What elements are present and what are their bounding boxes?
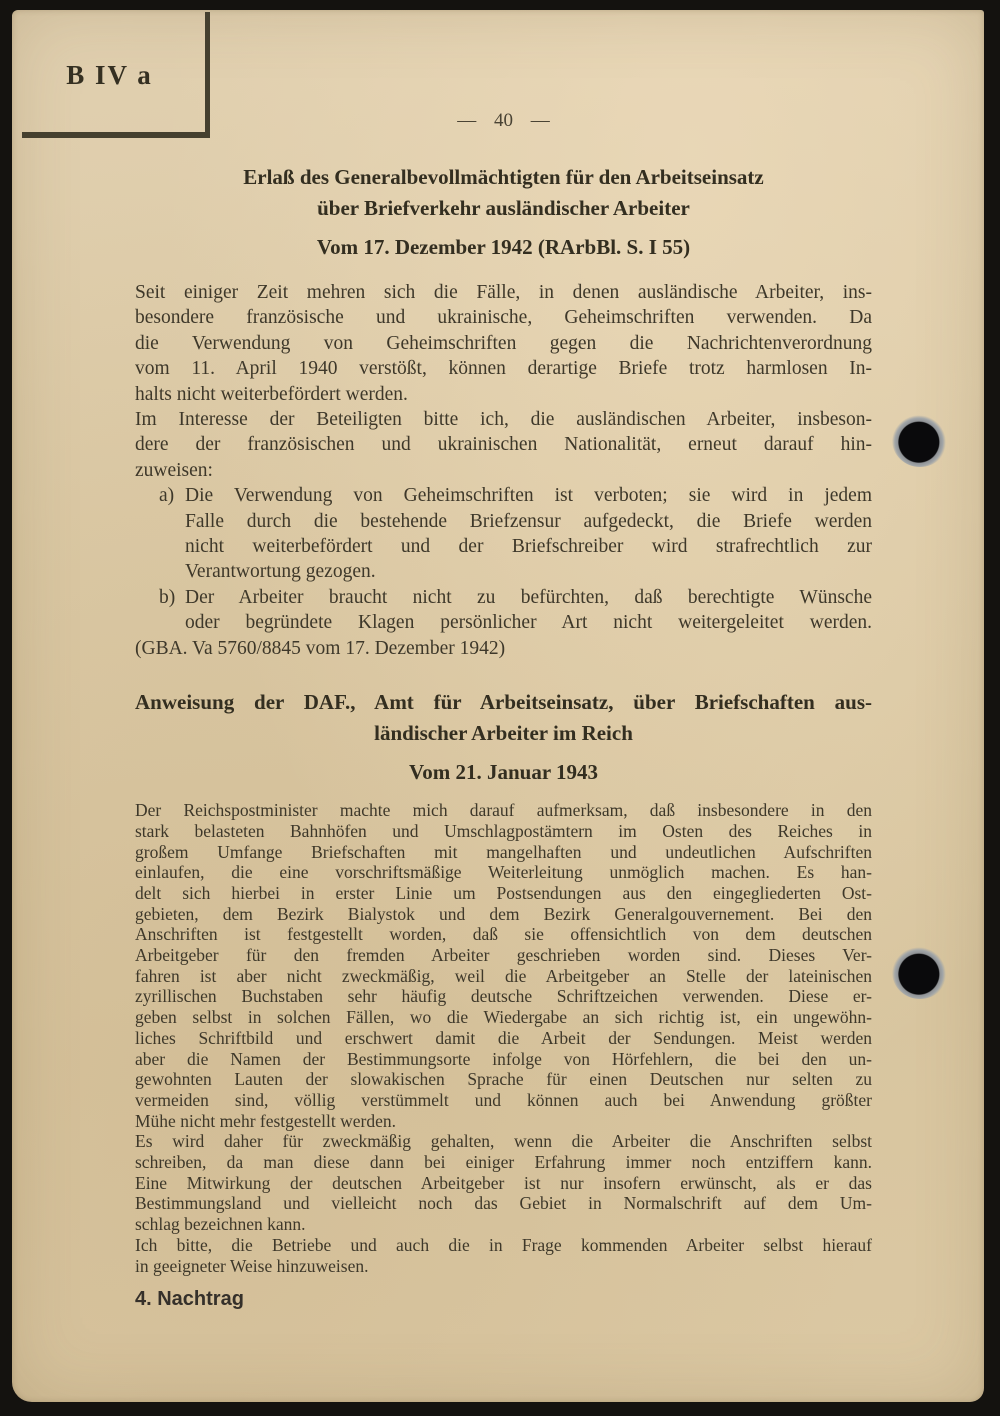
decree1-item-a <box>135 483 872 585</box>
page-content <box>135 162 872 1311</box>
decree1-date-line: Vom 17. Dezember 1942 (RArbBl. S. I 55) <box>316 235 691 259</box>
decree2-date-line: Vom 21. Januar 1943 <box>408 760 599 785</box>
text-line: über Briefverkehr ausländischer Arbeiter <box>317 196 690 220</box>
text-line: zyrillischen Buchstaben sehr häufig deutsche Schriftzeichen verwenden. Diese er- <box>135 986 872 1007</box>
text-line: geben selbst in solchen Fällen, wo die Wiedergabe an sich richtig ist, ein ungewöhn- <box>135 1007 872 1028</box>
decree1-item-b <box>135 585 872 636</box>
punch-hole-top <box>892 413 948 467</box>
text-line: nicht weiterbefördert und der Briefschreiber wird strafrechtlich zur <box>185 536 872 558</box>
text-line: liches Schriftbild und erschwert damit die Arbeit der Sendungen. Meist werden <box>135 1027 872 1048</box>
text-line: Eine Mitwirkung der deutschen Arbeitgeber ist nur insofern erwünscht, als er das <box>135 1172 872 1193</box>
text-line: die Verwendung von Geheimschriften gegen die Nachrichtenverordnung <box>135 332 872 354</box>
text-line: gebieten, dem Bezirk Bialystok und dem Bezirk Generalgouvernement. Bei den <box>135 903 872 924</box>
text-line: Mühe nicht mehr festgestellt werden. <box>135 1110 396 1131</box>
text-line: Es wird daher für zweckmäßig gehalten, wenn die Arbeiter die Anschriften selbst <box>135 1131 872 1152</box>
text-line: einlaufen, die eine vorschriftsmäßige Weiterleitung unmöglich machen. Es han- <box>135 862 872 883</box>
text-line: Verantwortung gezogen. <box>185 561 376 583</box>
text-line: Ich bitte, die Betriebe und auch die in Frage kommenden Arbeiter selbst hierauf <box>135 1234 872 1255</box>
decree1-paragraph-2 <box>135 407 872 483</box>
decree1-item-a-text <box>185 483 872 585</box>
text-line: Im Interesse der Beteiligten bitte ich, die ausländischen Arbeiter, insbeson- <box>135 409 872 431</box>
decree1-item-b-text <box>185 585 872 636</box>
text-line: vermeiden sind, völlig verstümmelt und können auch bei Anwendung größter <box>135 1089 872 1110</box>
text-line: fahren ist aber nicht zweckmäßig, weil die Arbeitgeber an Stelle der lateinischen <box>135 965 872 986</box>
decree2-paragraph-3 <box>135 1235 872 1276</box>
text-line: vom 11. April 1940 verstößt, können derartige Briefe trotz harmlosen In- <box>135 358 872 380</box>
decree1-reference-line: (GBA. Va 5760/8845 vom 17. Dezember 1942) <box>135 637 506 659</box>
text-line: in geeigneter Weise hinzuweisen. <box>135 1255 369 1276</box>
text-line: Der Reichspostminister machte mich darauf aufmerksam, daß insbesondere in den <box>135 800 872 821</box>
text-line: oder begründete Klagen persönlicher Art nicht weitergeleitet werden. <box>185 612 872 634</box>
text-line: schreiben, da man diese dann bei einiger Erfahrung immer noch entziffern kann. <box>135 1152 872 1173</box>
text-line: besondere französische und ukrainische, Geheimschriften verwenden. Da <box>135 307 872 329</box>
text-line: Der Arbeiter braucht nicht zu befürchten, daß berechtigte Wünsche <box>185 586 872 608</box>
text-line: aber die Namen der Bestimmungsorte infolge von Hörfehlern, die bei den un- <box>135 1048 872 1069</box>
text-line: Erlaß des Generalbevollmächtigten für den Arbeitseinsatz <box>243 165 764 189</box>
text-line: Falle durch die bestehende Briefzensur aufgedeckt, die Briefe werden <box>185 510 872 532</box>
decree1-title <box>135 162 872 224</box>
list-marker-a: a) <box>159 485 175 507</box>
text-line: dere der französischen und ukrainischen Nationalität, erneut darauf hin- <box>135 434 872 456</box>
text-line: Seit einiger Zeit mehren sich die Fälle, in denen ausländische Arbeiter, ins- <box>135 282 872 303</box>
text-line: stark belasteten Bahnhöfen und Umschlagpostämtern im Osten des Reiches in <box>135 820 872 841</box>
text-line: Bestimmungsland und vielleicht noch das Gebiet in Normalschrift auf dem Um- <box>135 1193 872 1214</box>
text-line: großem Umfange Briefschaften mit mangelhaften und undeutlichen Aufschriften <box>135 841 872 862</box>
text-line: ländischer Arbeiter im Reich <box>374 721 633 746</box>
classification-tag: B IV a <box>66 60 153 90</box>
text-line: Anweisung der DAF., Amt für Arbeitseinsatz, über Briefschaften aus- <box>135 690 872 715</box>
document-page <box>12 10 984 1402</box>
text-line: delt sich hierbei in erster Linie um Postsendungen aus den eingegliederten Ost- <box>135 882 872 903</box>
text-line: schlag bezeichnen kann. <box>135 1214 306 1235</box>
text-line: Arbeitgeber für den fremden Arbeiter geschrieben worden sind. Dieses Ver- <box>135 945 872 966</box>
text-line: Die Verwendung von Geheimschriften ist verboten; sie wird in jedem <box>185 485 872 507</box>
decree2-paragraph-1 <box>135 800 872 1131</box>
decree2-title <box>135 687 872 749</box>
addendum-label: 4. Nachtrag <box>135 1288 244 1311</box>
text-line: halts nicht weiterbefördert werden. <box>135 383 408 405</box>
list-marker-b: b) <box>159 586 176 608</box>
page-number: — 40 — <box>457 110 550 131</box>
text-line: gewohnten Lauten der slowakischen Sprache für einen Deutschen nur selten zu <box>135 1069 872 1090</box>
decree2-paragraph-2 <box>135 1131 872 1235</box>
punch-hole-bottom <box>892 945 948 999</box>
text-line: zuweisen: <box>135 459 213 481</box>
text-line: Anschriften ist festgestellt worden, daß sie offensichtlich von dem deutschen <box>135 924 872 945</box>
decree1-paragraph-1 <box>135 280 872 407</box>
